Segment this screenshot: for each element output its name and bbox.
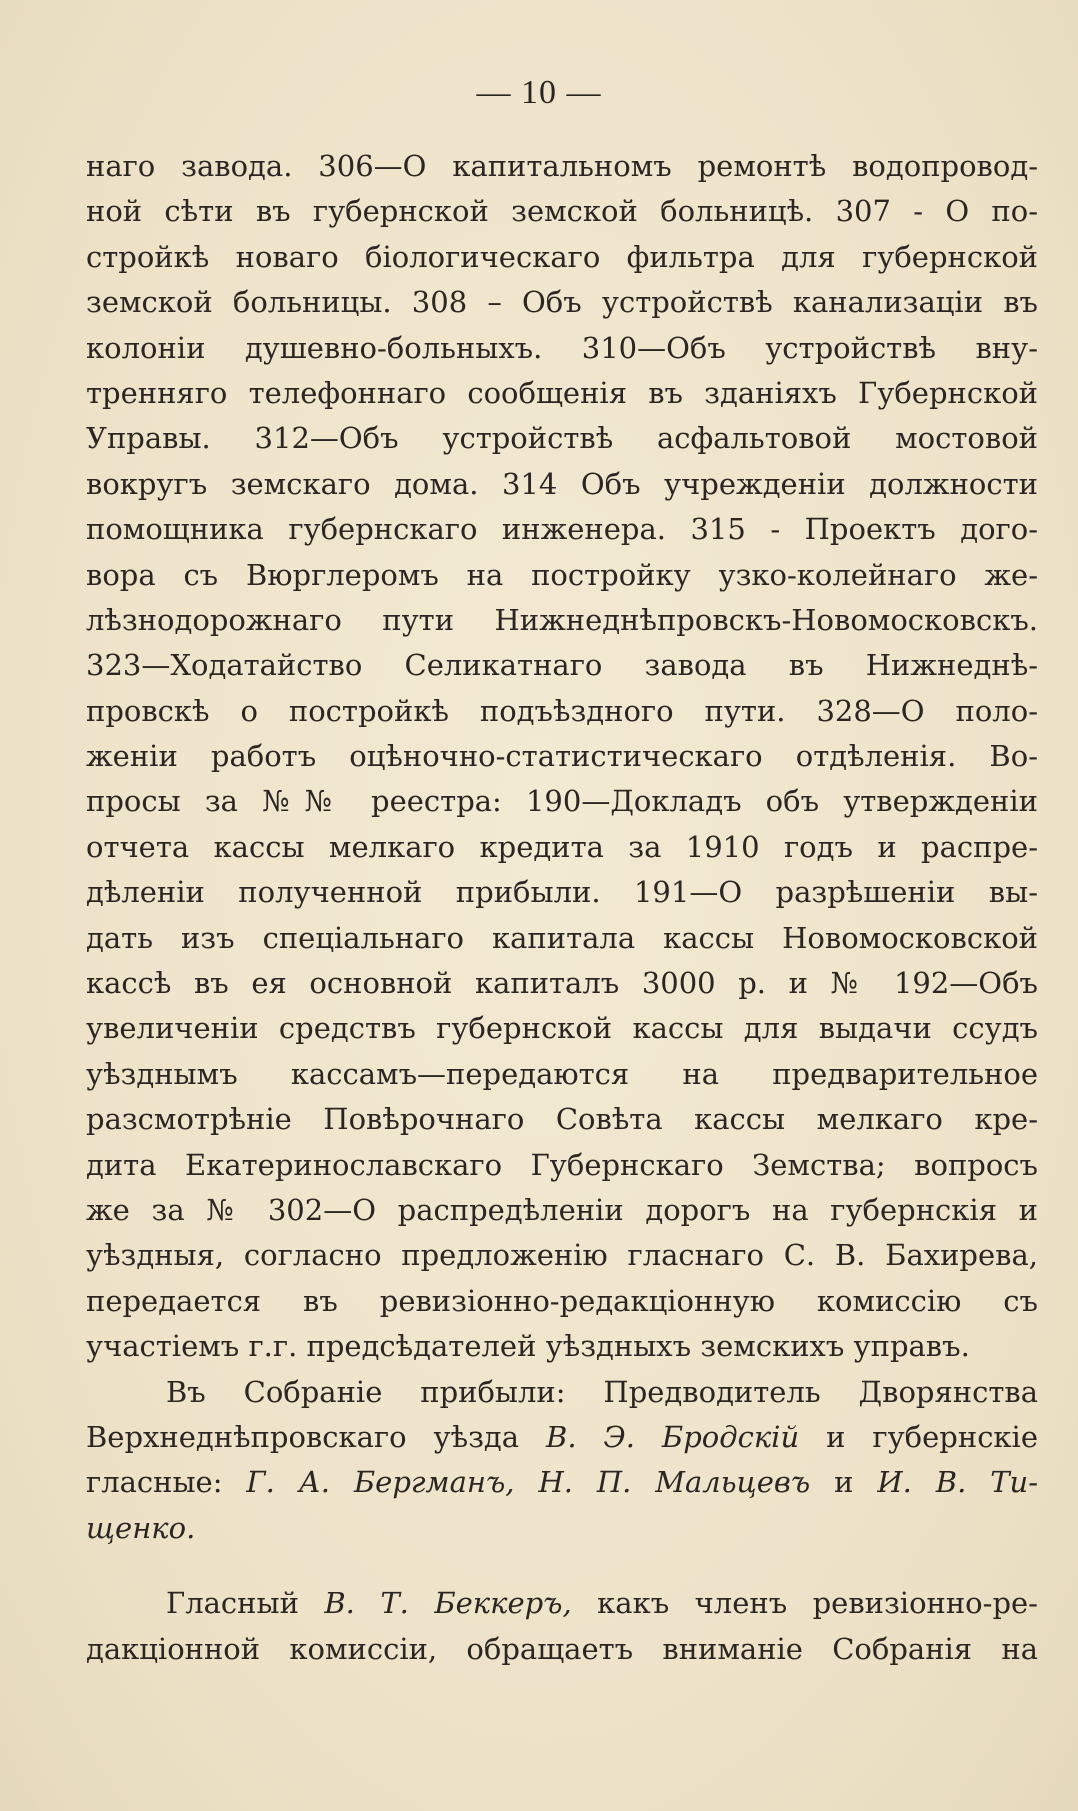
text-line: передается въ ревизіонно-редакціонную комиссію съ	[86, 1283, 1038, 1318]
text-run: гласные:	[86, 1465, 247, 1500]
text-line: уѣзднымъ кассамъ—передаются на предварительное	[86, 1056, 1038, 1091]
paragraph-start-line: Въ Собраніе прибыли: Предводитель Дворянства	[166, 1374, 1038, 1409]
text-line: наго завода. 306—О капитальномъ ремонтѣ водопровод-	[86, 149, 1038, 183]
text-line	[86, 1415, 1038, 1460]
person-name: В. Т. Беккеръ,	[324, 1586, 572, 1621]
person-name: Г. А. Бергманъ,	[246, 1465, 515, 1500]
text-line: участіемъ г.г. предсѣдателей уѣздныхъ земскихъ управъ.	[86, 1329, 970, 1364]
text-line: Управы. 312—Объ устройствѣ асфальтовой мостовой	[86, 421, 1038, 456]
text-run: какъ членъ ревизіонно-ре-	[571, 1586, 1038, 1621]
text-line: земской больницы. 308 – Объ устройствѣ канализаціи въ	[86, 285, 1038, 320]
paragraph-gap	[86, 1551, 1038, 1581]
text-run: Гласный	[166, 1586, 325, 1621]
text-line: колоніи душевно-больныхъ. 310—Объ устройствѣ вну-	[86, 330, 1038, 365]
person-name: В. Э. Бродскій	[546, 1419, 800, 1454]
person-name: И. В. Ти-	[877, 1465, 1039, 1500]
text-line: женіи работъ оцѣночно-статистическаго отдѣленія. Во-	[86, 739, 1038, 774]
text-run: Верхнеднѣпровскаго уѣзда	[86, 1419, 547, 1454]
text-line: стройкѣ новаго біологическаго фильтра для губернской	[86, 239, 1038, 274]
text-line: уѣздныя, согласно предложенію гласнаго С. В. Бахирева,	[86, 1238, 1038, 1273]
text-line: вора съ Вюрглеромъ на постройку узко-колейнаго же-	[86, 557, 1038, 592]
text-line: дѣленіи полученной прибыли. 191—О разрѣшеніи вы-	[86, 875, 1038, 910]
text-line	[86, 1460, 1038, 1505]
text-line: помощника губернскаго инженера. 315 - Проектъ дого-	[86, 512, 1038, 547]
body-text	[86, 144, 1038, 1672]
text-line	[86, 1506, 1038, 1551]
text-line: 323—Ходатайство Селикатнаго завода въ Нижнеднѣ-	[86, 648, 1038, 683]
text-run: и	[810, 1465, 878, 1500]
person-name: Н. П. Мальцевъ	[538, 1465, 811, 1500]
text-line: ной сѣти въ губернской земской больницѣ. 307 - О по-	[86, 194, 1038, 229]
text-line: разсмотрѣніе Повѣрочнаго Совѣта кассы мелкаго кре-	[86, 1102, 1038, 1137]
paragraph-start-line	[86, 1581, 1038, 1626]
text-line: вокругъ земскаго дома. 314 Объ учрежденіи должности	[86, 466, 1038, 501]
page-number: — 10 —	[476, 74, 602, 111]
text-run: и губернскіе	[799, 1419, 1038, 1454]
text-line: же за № 302—О распредѣленіи дорогъ на губернскія и	[86, 1192, 1038, 1227]
text-line: дита Екатеринославскаго Губернскаго Земства; вопросъ	[86, 1147, 1038, 1182]
text-line: увеличеніи средствъ губернской кассы для выдачи ссудъ	[86, 1011, 1038, 1046]
text-run	[515, 1465, 539, 1499]
text-line: просы за №№ реестра: 190—Докладъ объ утвержденіи	[86, 784, 1038, 819]
text-line: тренняго телефоннаго сообщенія въ зданіяхъ Губернской	[86, 375, 1038, 410]
text-line: дакціонной комиссіи, обращаетъ вниманіе Собранія на	[86, 1631, 1038, 1666]
text-line: провскѣ о постройкѣ подъѣздного пути. 328—О поло-	[86, 693, 1038, 728]
text-line: лѣзнодорожнаго пути Нижнеднѣпровскъ-Новомосковскъ.	[86, 602, 1038, 637]
text-line: дать изъ спеціальнаго капитала кассы Новомосковской	[86, 920, 1038, 955]
text-line: кассѣ въ ея основной капиталъ 3000 р. и № 192—Объ	[86, 966, 1038, 1001]
person-name: щенко.	[86, 1510, 196, 1545]
text-line: отчета кассы мелкаго кредита за 1910 годъ и распре-	[86, 829, 1038, 864]
